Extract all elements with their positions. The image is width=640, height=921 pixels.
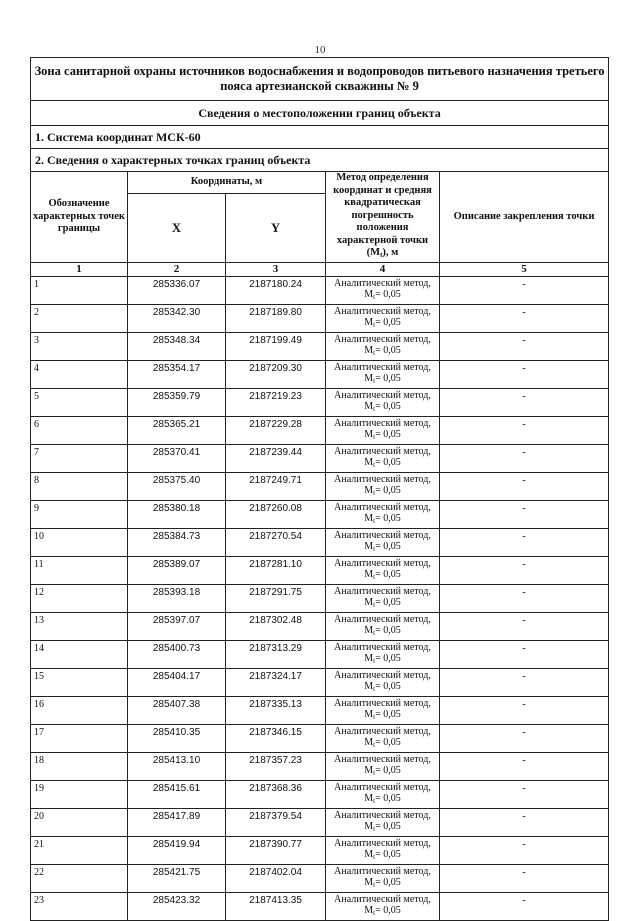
table-row (31, 584, 609, 612)
coord-x: 285336.07 (128, 276, 226, 304)
method-value: = 0,05 (375, 848, 401, 860)
point-id: 1 (31, 276, 128, 304)
table-row (31, 668, 609, 696)
table-row (31, 808, 609, 836)
table-row (31, 836, 609, 864)
method-value: = 0,05 (375, 316, 401, 328)
method-precision (326, 373, 439, 387)
method-precision (326, 457, 439, 471)
fixing-description: - (440, 584, 609, 612)
fixing-description: - (440, 612, 609, 640)
method-precision (326, 289, 439, 303)
method-precision (326, 793, 439, 807)
coordinate-system: 1. Система координат МСК-60 (31, 126, 609, 149)
method-label: Аналитический метод, (334, 361, 431, 373)
header-method (326, 172, 440, 263)
boundary-table (30, 57, 609, 921)
method-label: Аналитический метод, (334, 669, 431, 681)
table-row (31, 752, 609, 780)
table-row (31, 416, 609, 444)
point-id: 13 (31, 612, 128, 640)
point-id: 22 (31, 864, 128, 892)
method-value: = 0,05 (375, 540, 401, 552)
fixing-description: - (440, 668, 609, 696)
method-value: = 0,05 (375, 372, 401, 384)
method-cell (326, 864, 440, 892)
method-cell (326, 556, 440, 584)
method-m: M (364, 540, 374, 552)
method-sub: t (373, 712, 376, 721)
table-row (31, 892, 609, 920)
method-value: = 0,05 (375, 876, 401, 888)
method-m: M (364, 764, 374, 776)
method-value: = 0,05 (375, 624, 401, 636)
coord-x: 285404.17 (128, 668, 226, 696)
method-label: Аналитический метод, (334, 333, 431, 345)
method-value: = 0,05 (375, 820, 401, 832)
point-id: 14 (31, 640, 128, 668)
method-value: = 0,05 (375, 568, 401, 580)
fixing-description: - (440, 892, 609, 920)
method-precision (326, 569, 439, 583)
header-y: Y (226, 194, 326, 262)
coord-y: 2187189.80 (226, 304, 326, 332)
coord-x: 285397.07 (128, 612, 226, 640)
method-cell (326, 724, 440, 752)
method-m: M (364, 708, 374, 720)
coord-x: 285380.18 (128, 500, 226, 528)
method-sub: t (373, 880, 376, 889)
coord-y: 2187209.30 (226, 360, 326, 388)
point-id: 9 (31, 500, 128, 528)
section-title: Сведения о местоположении границ объекта (31, 101, 609, 126)
coord-x: 285407.38 (128, 696, 226, 724)
point-id: 11 (31, 556, 128, 584)
method-label: Аналитический метод, (334, 585, 431, 597)
coordinate-system-row (31, 126, 609, 149)
coord-x: 285410.35 (128, 724, 226, 752)
coord-y: 2187219.23 (226, 388, 326, 416)
method-label: Аналитический метод, (334, 417, 431, 429)
method-sub: t (373, 684, 376, 693)
method-m: M (364, 568, 374, 580)
method-value: = 0,05 (375, 652, 401, 664)
coord-y: 2187180.24 (226, 276, 326, 304)
method-m: M (364, 428, 374, 440)
method-value: = 0,05 (375, 680, 401, 692)
method-label: Аналитический метод, (334, 753, 431, 765)
title-row (31, 58, 609, 101)
coord-x: 285393.18 (128, 584, 226, 612)
method-cell (326, 528, 440, 556)
method-label: Аналитический метод, (334, 473, 431, 485)
coord-x: 285421.75 (128, 864, 226, 892)
coord-y: 2187281.10 (226, 556, 326, 584)
method-sub: t (373, 404, 376, 413)
fixing-description: - (440, 808, 609, 836)
method-m: M (364, 876, 374, 888)
method-m: M (364, 792, 374, 804)
point-id: 23 (31, 892, 128, 920)
method-sub: t (373, 768, 376, 777)
method-m: M (364, 848, 374, 860)
method-label: Аналитический метод, (334, 865, 431, 877)
coord-y: 2187239.44 (226, 444, 326, 472)
fixing-description: - (440, 556, 609, 584)
method-precision (326, 429, 439, 443)
header-method-text: Метод определения координат и средняя квадратическая погрешность положения характерной точки (M (333, 172, 432, 258)
fixing-description: - (440, 640, 609, 668)
coord-y: 2187291.75 (226, 584, 326, 612)
section-row (31, 101, 609, 126)
table-row (31, 724, 609, 752)
method-cell (326, 696, 440, 724)
method-cell (326, 276, 440, 304)
coord-y: 2187413.35 (226, 892, 326, 920)
method-cell (326, 892, 440, 920)
method-sub: t (373, 460, 376, 469)
coord-x: 285342.30 (128, 304, 226, 332)
method-precision (326, 737, 439, 751)
method-sub: t (373, 376, 376, 385)
table-row (31, 864, 609, 892)
method-precision (326, 625, 439, 639)
header-point: Обозначение характерных точек границы (31, 172, 128, 263)
method-precision (326, 485, 439, 499)
method-value: = 0,05 (375, 428, 401, 440)
method-value: = 0,05 (375, 792, 401, 804)
point-id: 10 (31, 528, 128, 556)
coord-x: 285370.41 (128, 444, 226, 472)
document-title: Зона санитарной охраны источников водоснабжения и водопроводов питьевого назначения третьего пояса артезианской скважины № 9 (31, 58, 609, 101)
fixing-description: - (440, 472, 609, 500)
method-precision (326, 597, 439, 611)
method-m: M (364, 316, 374, 328)
point-id: 18 (31, 752, 128, 780)
method-m: M (364, 624, 374, 636)
coord-x: 285365.21 (128, 416, 226, 444)
point-id: 19 (31, 780, 128, 808)
column-number: 2 (128, 262, 226, 276)
method-precision (326, 653, 439, 667)
method-label: Аналитический метод, (334, 501, 431, 513)
coord-x: 285415.61 (128, 780, 226, 808)
header-fixing: Описание закрепления точки (440, 172, 609, 263)
method-m: M (364, 596, 374, 608)
method-label: Аналитический метод, (334, 557, 431, 569)
table-row (31, 780, 609, 808)
coord-x: 285359.79 (128, 388, 226, 416)
method-m: M (364, 512, 374, 524)
method-value: = 0,05 (375, 904, 401, 916)
point-id: 7 (31, 444, 128, 472)
method-value: = 0,05 (375, 456, 401, 468)
coord-y: 2187199.49 (226, 332, 326, 360)
method-cell (326, 500, 440, 528)
points-heading-row (31, 149, 609, 172)
point-id: 3 (31, 332, 128, 360)
table-row (31, 612, 609, 640)
method-cell (326, 388, 440, 416)
method-m: M (364, 456, 374, 468)
method-sub: t (373, 544, 376, 553)
column-number: 1 (31, 262, 128, 276)
method-m: M (364, 680, 374, 692)
fixing-description: - (440, 724, 609, 752)
method-cell (326, 304, 440, 332)
method-sub: t (373, 432, 376, 441)
coord-y: 2187357.23 (226, 752, 326, 780)
column-number: 4 (326, 262, 440, 276)
point-id: 20 (31, 808, 128, 836)
method-sub: t (373, 740, 376, 749)
point-id: 21 (31, 836, 128, 864)
method-label: Аналитический метод, (334, 837, 431, 849)
fixing-description: - (440, 864, 609, 892)
method-label: Аналитический метод, (334, 725, 431, 737)
method-label: Аналитический метод, (334, 529, 431, 541)
fixing-description: - (440, 304, 609, 332)
fixing-description: - (440, 416, 609, 444)
coord-y: 2187402.04 (226, 864, 326, 892)
method-cell (326, 612, 440, 640)
coord-y: 2187368.36 (226, 780, 326, 808)
method-precision (326, 765, 439, 779)
method-sub: t (373, 824, 376, 833)
method-m: M (364, 372, 374, 384)
coord-y: 2187379.54 (226, 808, 326, 836)
coord-x: 285417.89 (128, 808, 226, 836)
method-sub: t (373, 292, 376, 301)
method-sub: t (373, 628, 376, 637)
table-row (31, 472, 609, 500)
fixing-description: - (440, 836, 609, 864)
point-id: 16 (31, 696, 128, 724)
method-sub: t (373, 908, 376, 917)
coord-y: 2187229.28 (226, 416, 326, 444)
method-precision (326, 821, 439, 835)
method-m: M (364, 344, 374, 356)
method-precision (326, 345, 439, 359)
method-m: M (364, 288, 374, 300)
table-row (31, 332, 609, 360)
coord-x: 285419.94 (128, 836, 226, 864)
method-value: = 0,05 (375, 400, 401, 412)
method-label: Аналитический метод, (334, 697, 431, 709)
table-row (31, 304, 609, 332)
point-id: 12 (31, 584, 128, 612)
method-m: M (364, 652, 374, 664)
method-cell (326, 584, 440, 612)
method-label: Аналитический метод, (334, 277, 431, 289)
method-sub: t (373, 488, 376, 497)
method-cell (326, 836, 440, 864)
fixing-description: - (440, 528, 609, 556)
method-cell (326, 360, 440, 388)
method-sub: t (373, 796, 376, 805)
column-number: 3 (226, 262, 326, 276)
method-label: Аналитический метод, (334, 781, 431, 793)
table-row (31, 500, 609, 528)
coord-x: 285384.73 (128, 528, 226, 556)
method-m: M (364, 400, 374, 412)
method-value: = 0,05 (375, 708, 401, 720)
header-method-sub: t (380, 251, 383, 259)
coord-y: 2187324.17 (226, 668, 326, 696)
fixing-description: - (440, 276, 609, 304)
method-precision (326, 849, 439, 863)
fixing-description: - (440, 752, 609, 780)
fixing-description: - (440, 388, 609, 416)
method-cell (326, 640, 440, 668)
fixing-description: - (440, 500, 609, 528)
method-sub: t (373, 572, 376, 581)
coord-y: 2187302.48 (226, 612, 326, 640)
method-sub: t (373, 656, 376, 665)
coord-x: 285423.32 (128, 892, 226, 920)
coord-x: 285413.10 (128, 752, 226, 780)
fixing-description: - (440, 696, 609, 724)
point-id: 17 (31, 724, 128, 752)
coord-y: 2187346.15 (226, 724, 326, 752)
method-cell (326, 332, 440, 360)
method-cell (326, 472, 440, 500)
method-cell (326, 444, 440, 472)
method-value: = 0,05 (375, 344, 401, 356)
method-sub: t (373, 852, 376, 861)
table-row (31, 276, 609, 304)
coord-y: 2187390.77 (226, 836, 326, 864)
header-coords: Координаты, м (128, 172, 326, 194)
table-row (31, 360, 609, 388)
method-cell (326, 668, 440, 696)
coord-y: 2187313.29 (226, 640, 326, 668)
table-row (31, 556, 609, 584)
method-precision (326, 681, 439, 695)
method-precision (326, 317, 439, 331)
method-label: Аналитический метод, (334, 305, 431, 317)
coord-x: 285400.73 (128, 640, 226, 668)
method-value: = 0,05 (375, 596, 401, 608)
method-precision (326, 541, 439, 555)
coord-x: 285354.17 (128, 360, 226, 388)
method-label: Аналитический метод, (334, 389, 431, 401)
method-m: M (364, 820, 374, 832)
fixing-description: - (440, 332, 609, 360)
point-id: 8 (31, 472, 128, 500)
method-cell (326, 752, 440, 780)
method-label: Аналитический метод, (334, 809, 431, 821)
fixing-description: - (440, 780, 609, 808)
fixing-description: - (440, 360, 609, 388)
method-precision (326, 709, 439, 723)
header-method-end: ), м (382, 247, 399, 258)
method-label: Аналитический метод, (334, 641, 431, 653)
column-numbers-row (31, 262, 609, 276)
method-value: = 0,05 (375, 288, 401, 300)
method-cell (326, 808, 440, 836)
method-precision (326, 401, 439, 415)
method-sub: t (373, 348, 376, 357)
table-row (31, 696, 609, 724)
method-value: = 0,05 (375, 512, 401, 524)
coord-y: 2187335.13 (226, 696, 326, 724)
method-label: Аналитический метод, (334, 893, 431, 905)
method-m: M (364, 904, 374, 916)
method-label: Аналитический метод, (334, 613, 431, 625)
table-row (31, 388, 609, 416)
fixing-description: - (440, 444, 609, 472)
method-label: Аналитический метод, (334, 445, 431, 457)
coord-y: 2187260.08 (226, 500, 326, 528)
coord-x: 285375.40 (128, 472, 226, 500)
page-number: 10 (314, 44, 326, 56)
method-value: = 0,05 (375, 736, 401, 748)
coord-y: 2187249.71 (226, 472, 326, 500)
point-id: 2 (31, 304, 128, 332)
method-cell (326, 780, 440, 808)
header-x: X (128, 194, 226, 262)
coord-x: 285348.34 (128, 332, 226, 360)
point-id: 4 (31, 360, 128, 388)
point-id: 15 (31, 668, 128, 696)
coord-y: 2187270.54 (226, 528, 326, 556)
method-cell (326, 416, 440, 444)
method-sub: t (373, 320, 376, 329)
point-id: 6 (31, 416, 128, 444)
method-m: M (364, 484, 374, 496)
table-row (31, 640, 609, 668)
point-id: 5 (31, 388, 128, 416)
header-row-1 (31, 172, 609, 194)
method-precision (326, 513, 439, 527)
points-heading: 2. Сведения о характерных точках границ объекта (31, 149, 609, 172)
method-value: = 0,05 (375, 484, 401, 496)
method-precision (326, 877, 439, 891)
method-sub: t (373, 516, 376, 525)
table-row (31, 444, 609, 472)
method-precision (326, 905, 439, 919)
table-row (31, 528, 609, 556)
column-number: 5 (440, 262, 609, 276)
coord-x: 285389.07 (128, 556, 226, 584)
method-sub: t (373, 600, 376, 609)
method-value: = 0,05 (375, 764, 401, 776)
method-m: M (364, 736, 374, 748)
